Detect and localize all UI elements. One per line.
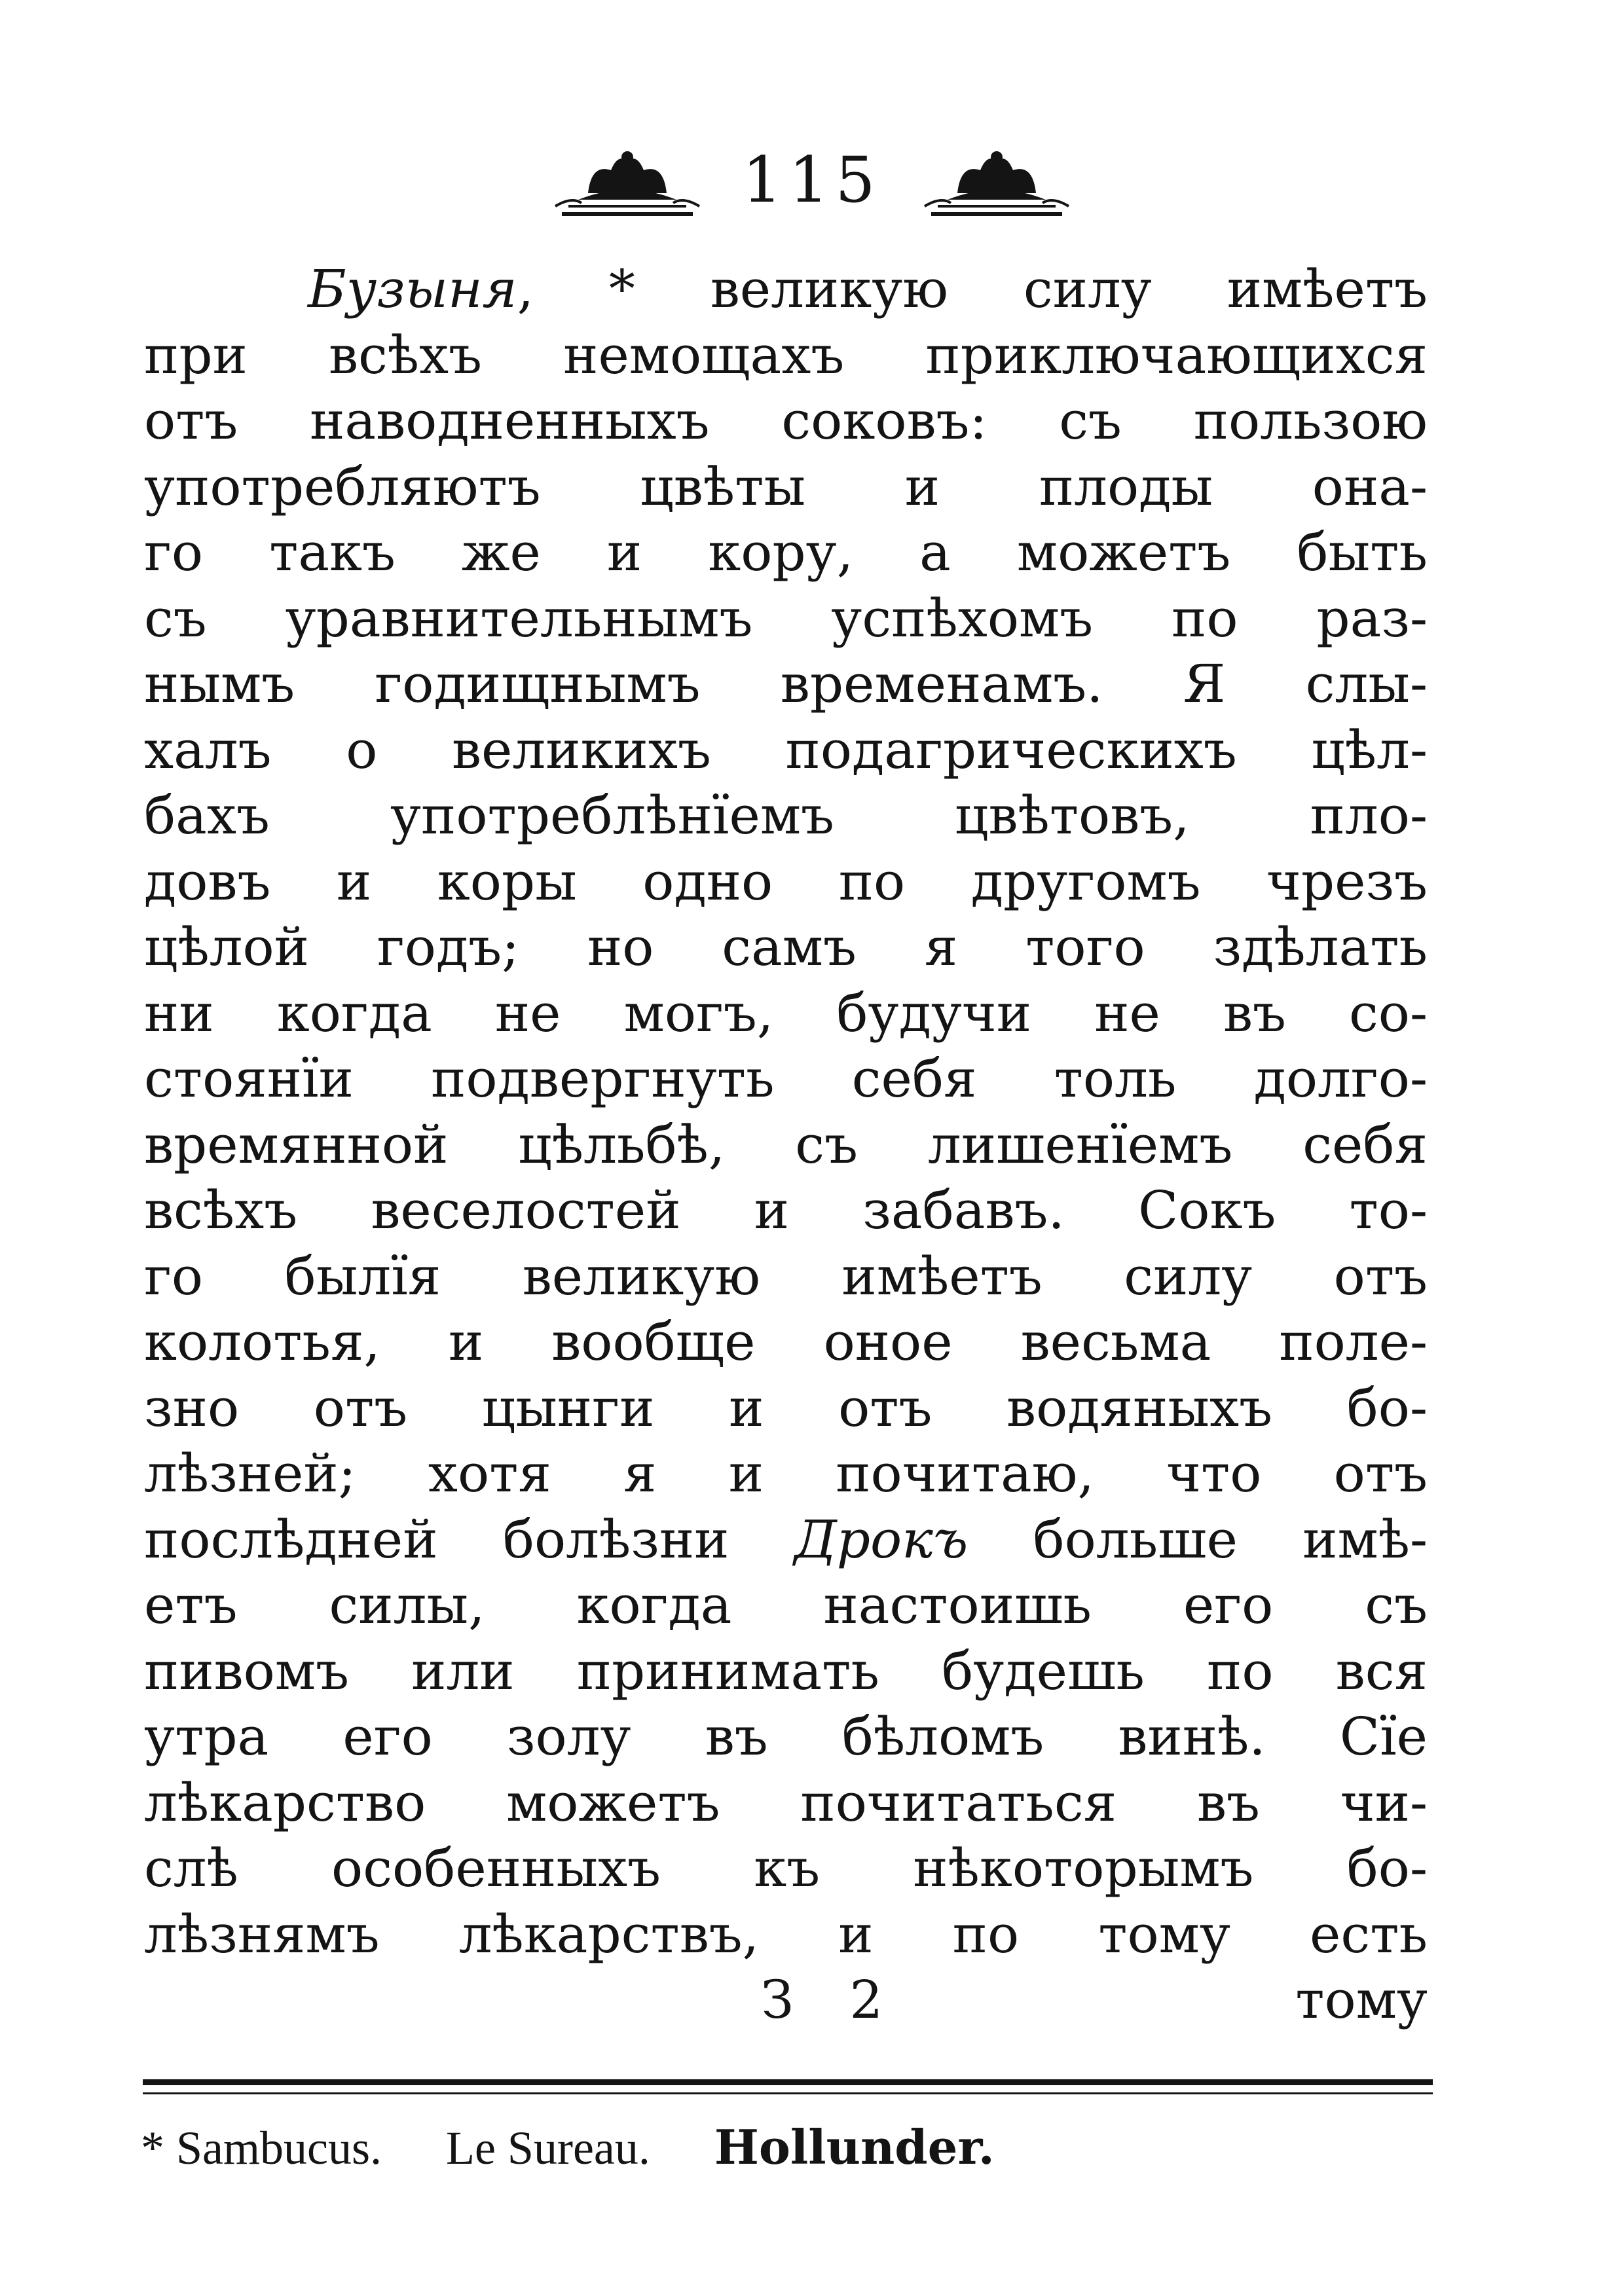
lead-word: Бузыня bbox=[308, 259, 517, 319]
text-line: послѣдней болѣзни Дрокъ больше имѣ- bbox=[144, 1508, 1428, 1570]
catchword: тому bbox=[1295, 1969, 1428, 2030]
text-line: утра его золу въ бѣломъ винѣ. Сїе bbox=[144, 1706, 1428, 1767]
text-line: при всѣхъ немощахъ приключающихся bbox=[144, 324, 1428, 386]
text-line: употребляютъ цвѣты и плоды она- bbox=[144, 456, 1428, 517]
footnote-rule bbox=[143, 2079, 1433, 2085]
text-line: колотья, и вообще оное весьма поле- bbox=[144, 1311, 1428, 1372]
text-line: довъ и коры одно по другомъ чрезъ bbox=[144, 850, 1428, 912]
text-line: халъ о великихъ подагрическихъ цѣл- bbox=[144, 719, 1428, 780]
crown-ornament-icon bbox=[552, 141, 703, 219]
text-line: лѣзнямъ лѣкарствъ, и по тому есть bbox=[144, 1903, 1428, 1965]
text-line: Бузыня, * великую силу имѣетъ bbox=[308, 259, 1428, 319]
text-line: етъ силы, когда настоишь его съ bbox=[144, 1575, 1428, 1635]
footnote-latin-name: Sambucus. bbox=[176, 2122, 382, 2174]
text-line: го былїя великую имѣетъ силу отъ bbox=[144, 1245, 1428, 1307]
text-line: нымъ годищнымъ временамъ. Я слы- bbox=[144, 653, 1428, 714]
text-line: цѣлой годъ; но самъ я того здѣлать bbox=[144, 917, 1428, 977]
crown-ornament-icon bbox=[921, 141, 1072, 219]
footnote-french-name: Le Sureau. bbox=[445, 2122, 650, 2174]
text-line: отъ наводненныхъ соковъ: съ пользою bbox=[144, 390, 1428, 451]
footnote bbox=[141, 2111, 1385, 2183]
text-line: времянной цѣльбѣ, съ лишенїемъ себя bbox=[144, 1114, 1428, 1175]
text-line: лѣкарство можетъ почитаться въ чи- bbox=[144, 1772, 1428, 1833]
text-line: стоянїи подвергнуть себя толь долго- bbox=[144, 1048, 1428, 1109]
text-line: лѣзней; хотя я и почитаю, что отъ bbox=[144, 1443, 1428, 1504]
text-line: слѣ особенныхъ къ нѣкоторымъ бо- bbox=[144, 1838, 1428, 1899]
text-line: пивомъ или принимать будешь по вся bbox=[144, 1640, 1428, 1702]
footnote-rule-thin bbox=[143, 2092, 1433, 2094]
page-number: 115 bbox=[742, 143, 882, 217]
footnote-german-name: Hollunder. bbox=[714, 2119, 995, 2175]
footnote-marker: * bbox=[141, 2122, 164, 2174]
text-line: съ уравнительнымъ успѣхомъ по раз- bbox=[144, 587, 1428, 649]
text-line: бахъ употреблѣнїемъ цвѣтовъ, пло- bbox=[144, 785, 1428, 846]
text-line: го такъ же и кору, а можетъ быть bbox=[144, 522, 1428, 583]
italic-word: Дрокъ bbox=[794, 1508, 969, 1570]
body-text bbox=[144, 257, 1428, 2033]
signature-line bbox=[144, 1967, 1428, 2033]
text-line: зно отъ цынги и отъ водяныхъ бо- bbox=[144, 1377, 1428, 1438]
signature-mark: З 2 bbox=[761, 1969, 903, 2030]
text-line: ни когда не могъ, будучи не въ со- bbox=[144, 982, 1428, 1044]
page-header bbox=[0, 131, 1624, 229]
text-line: всѣхъ веселостей и забавъ. Сокъ то- bbox=[144, 1180, 1428, 1241]
